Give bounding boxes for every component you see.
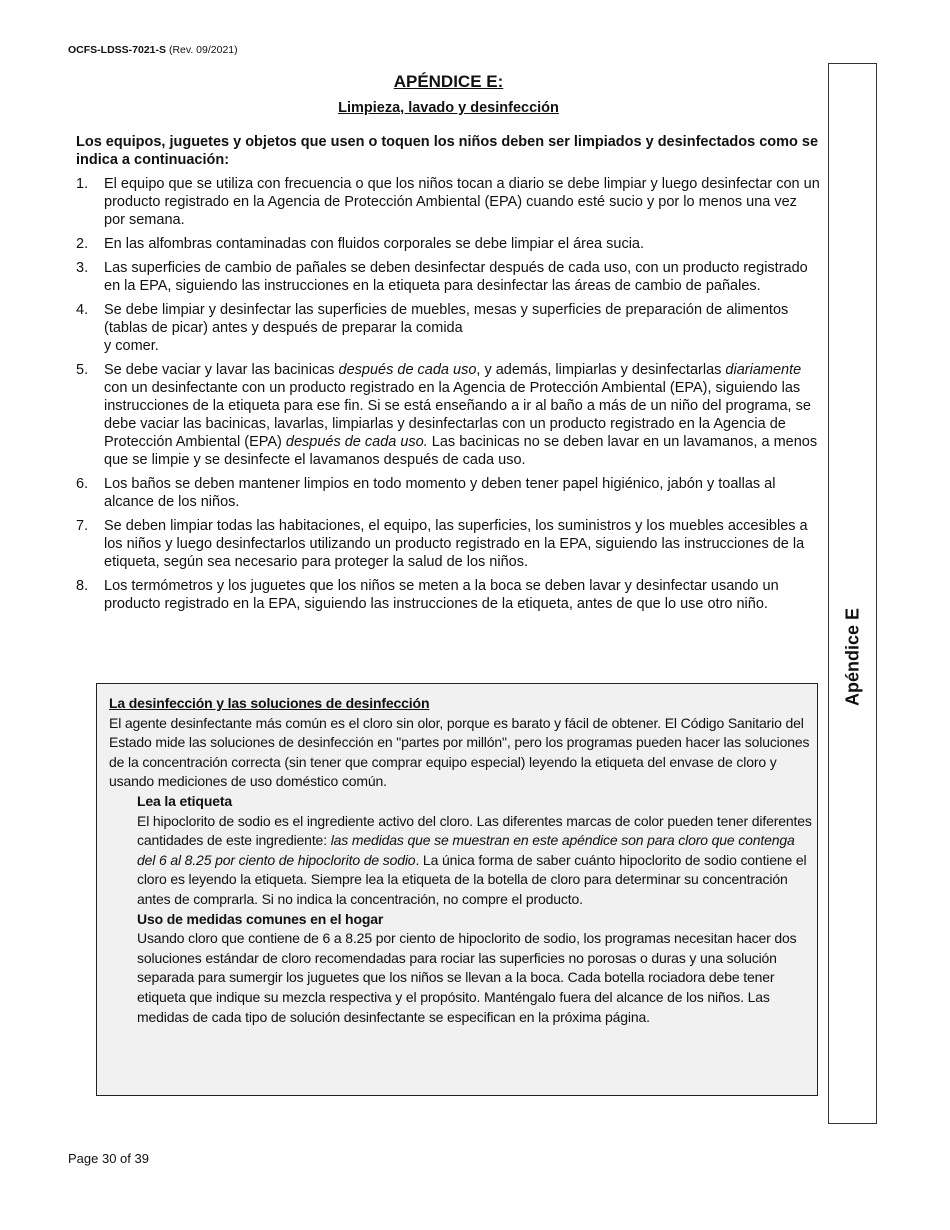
list-item-number: 2. [76, 236, 89, 252]
list-item-text: Se debe limpiar y desinfectar las superficies de muebles, mesas y superficies de preparación de alimentos (tablas de picar) antes y después de preparar la comida [104, 302, 789, 336]
household-measures-paragraph: Usando cloro que contiene de 6 a 8.25 por ciento de hipoclorito de sodio, los programas necesitan hacer dos soluciones estándar de cloro recomendadas para rociar las superficies no porosas o duras y una solución separada para sumergir los juguetes que los niños se llevan a la boca. Cada botella rociadora debe tener etiqueta que indique su mezcla respectiva y el propósito. Manténgalo fuera del alcance de los niños. Las medidas de cada tipo de solución desinfectante se especifican en la próxima página. [137, 930, 797, 1025]
list-item [76, 577, 821, 613]
emphasis-text: después de cada uso [338, 362, 477, 378]
box-title: La desinfección y las soluciones de desinfección [109, 695, 430, 711]
list-item-number: 4. [76, 302, 89, 318]
read-label-text: El hipoclorito de sodio es el ingrediente activo del cloro. Las diferentes marcas de color pueden tener diferentes cantidades de este ingrediente: [137, 812, 812, 849]
read-label-text: . La única forma de saber cuánto hipoclorito de sodio contiene el cloro es leyendo la etiqueta. Siempre lea la etiqueta de la botella de cloro para determinar su concentración antes de comprarla. Si no indica la concentración, no compre el producto. [137, 851, 807, 907]
household-measures-section [137, 910, 813, 1028]
list-item-text: Se deben limpiar todas las habitaciones, el equipo, las superficies, los suministros y los muebles accesibles a los niños y luego desinfectarlos utilizando un producto registrado en la EPA, siguiendo las instrucciones de la etiqueta, según sea necesario para proteger la salud de los niños. [104, 518, 808, 570]
list-item [76, 175, 821, 229]
emphasis-text: después de cada uso. [285, 434, 428, 450]
list-item-text: Las superficies de cambio de pañales se deben desinfectar después de cada uso, con un producto registrado en la EPA, siguiendo las instrucciones en la etiqueta para desinfectar las áreas de cambio de pañales. [104, 260, 808, 294]
list-item-text-continued: y comer. [104, 338, 159, 354]
list-item-text: En las alfombras contaminadas con fluidos corporales se debe limpiar el área sucia. [104, 236, 645, 252]
form-code-id: OCFS-LDSS-7021-S [68, 44, 167, 56]
list-item [76, 517, 821, 571]
list-item-text: Los baños se deben mantener limpios en todo momento y deben tener papel higiénico, jabón y toallas al alcance de los niños. [104, 476, 776, 510]
emphasis-text: las medidas que se muestran en este apéndice son para cloro que contenga del 6 al 8.25 por ciento de hipoclorito de sodio [137, 832, 795, 868]
main-content [76, 70, 821, 619]
list-item-text: Se debe vaciar y lavar las bacinicas [104, 362, 339, 378]
list-item [76, 235, 821, 253]
list-item-number: 5. [76, 362, 89, 378]
page-number: Page 30 of 39 [68, 1151, 149, 1166]
list-item-text: El equipo que se utiliza con frecuencia o que los niños tocan a diario se debe limpiar y luego desinfectar con un producto registrado en la Agencia de Protección Ambiental (EPA) cuando esté sucio y por lo menos una vez por semana. [104, 176, 820, 228]
box-paragraph: El agente desinfectante más común es el cloro sin olor, porque es barato y fácil de obtener. El Código Sanitario del Estado mide las soluciones de desinfección en "partes por millón", pero los programas pueden hacer las soluciones de la concentración correcta (sin tener que comprar equipo especial) leyendo la etiqueta del envase de cloro y usando mediciones de uso doméstico común. [109, 714, 810, 790]
form-code [68, 44, 238, 56]
intro-paragraph: Los equipos, juguetes y objetos que usen o toquen los niños deben ser limpiados y desinfectados como se indica a continuación: [76, 134, 819, 168]
read-label-section [137, 792, 813, 910]
list-item-text: , y además, limpiarlas y desinfectarlas [476, 362, 726, 378]
list-item-text: Las bacinicas no se deben lavar en un lavamanos, a menos que se limpie y se desinfecte el lavamanos después de cada uso. [104, 434, 818, 468]
list-item-text: con un desinfectante con un producto registrado en la Agencia de Protección Ambiental (EPA), siguiendo las instrucciones de la etiqueta para ese fin. Si se está enseñando a ir al baño a más de un niño del programa, se debe vaciar las bacinicas, lavarlas, limpiarlas y desinfectarlas con un producto registrado en la Agencia de Protección Ambiental (EPA) [104, 380, 811, 450]
household-measures-title: Uso de medidas comunes en el hogar [137, 910, 384, 927]
emphasis-text: diariamente [725, 362, 802, 378]
list-item-number: 6. [76, 476, 89, 492]
read-label-paragraph [137, 812, 813, 910]
list-item-number: 7. [76, 518, 89, 534]
list-item-number: 8. [76, 578, 89, 594]
appendix-subtitle: Limpieza, lavado y desinfección [338, 100, 559, 116]
form-revision: (Rev. 09/2021) [166, 44, 238, 56]
list-item [76, 475, 821, 511]
list-item-number: 3. [76, 260, 89, 276]
list-item [76, 361, 821, 469]
side-tab-label: Apéndice E [842, 607, 863, 707]
side-tab [828, 63, 877, 1124]
read-label-title: Lea la etiqueta [137, 792, 233, 809]
list-item [76, 301, 821, 355]
disinfection-info-box [96, 683, 818, 1096]
list-item-number: 1. [76, 176, 89, 192]
list-item-text: Los termómetros y los juguetes que los niños se meten a la boca se deben lavar y desinfectar usando un producto registrado en la EPA, siguiendo las instrucciones de la etiqueta, antes de que lo use otro niño. [104, 578, 779, 612]
instruction-list [76, 175, 821, 613]
list-item [76, 259, 821, 295]
appendix-title: APÉNDICE E: [393, 72, 504, 91]
